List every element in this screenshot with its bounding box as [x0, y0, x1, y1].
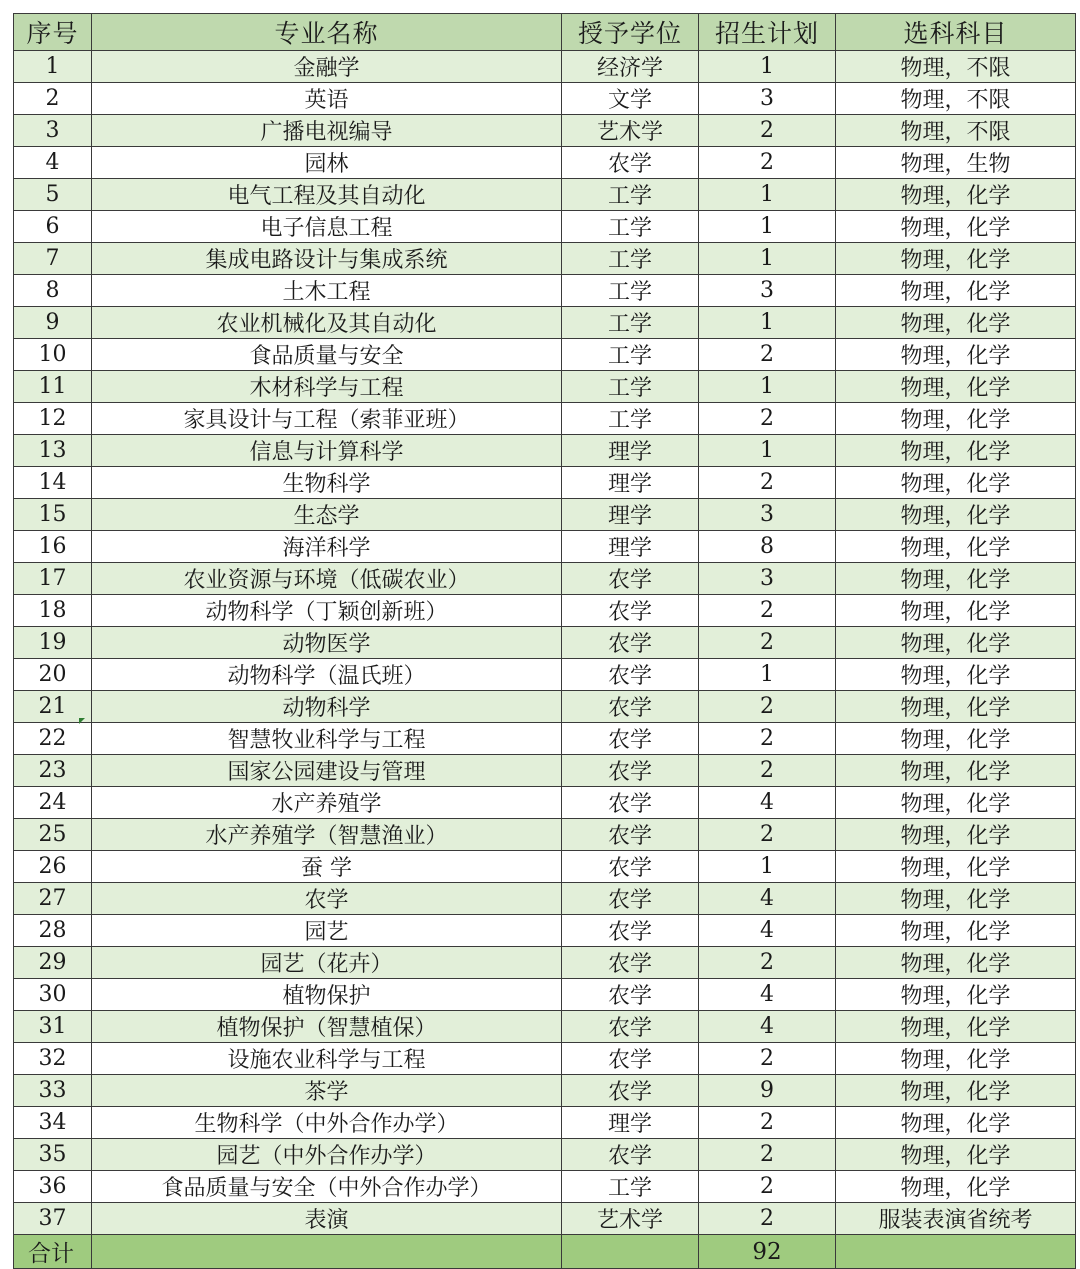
plan-count-cell: 1 — [699, 659, 836, 691]
plan-count-cell: 1 — [699, 211, 836, 243]
subjects-cell: 物理，化学 — [836, 243, 1076, 275]
subjects-cell: 物理，化学 — [836, 851, 1076, 883]
degree-cell: 工学 — [562, 403, 699, 435]
major-name-cell: 植物保护 — [92, 979, 562, 1011]
major-name-cell: 广播电视编导 — [92, 115, 562, 147]
major-name-cell: 土木工程 — [92, 275, 562, 307]
degree-cell: 农学 — [562, 627, 699, 659]
subjects-cell: 物理，化学 — [836, 275, 1076, 307]
subjects-cell: 物理，化学 — [836, 467, 1076, 499]
row-index-cell: 27 — [14, 883, 92, 915]
plan-count-cell: 2 — [699, 1171, 836, 1203]
major-name-cell: 园艺（中外合作办学） — [92, 1139, 562, 1171]
major-name-cell: 金融学 — [92, 51, 562, 83]
table-row — [14, 1075, 1076, 1107]
degree-cell: 农学 — [562, 1043, 699, 1075]
table-body — [14, 51, 1076, 1235]
degree-cell: 农学 — [562, 915, 699, 947]
plan-count-cell: 3 — [699, 563, 836, 595]
major-name-cell: 水产养殖学 — [92, 787, 562, 819]
table-row — [14, 83, 1076, 115]
major-name-cell: 蚕 学 — [92, 851, 562, 883]
row-index-cell: 25 — [14, 819, 92, 851]
table-row — [14, 243, 1076, 275]
row-index-cell: 28 — [14, 915, 92, 947]
major-name-cell: 水产养殖学（智慧渔业） — [92, 819, 562, 851]
plan-count-cell: 2 — [699, 691, 836, 723]
plan-count-cell: 2 — [699, 595, 836, 627]
total-subjects-cell — [836, 1235, 1076, 1269]
row-index-cell: 37 — [14, 1203, 92, 1235]
major-name-cell: 英语 — [92, 83, 562, 115]
subjects-cell: 物理，化学 — [836, 563, 1076, 595]
row-index-cell: 26 — [14, 851, 92, 883]
degree-cell: 工学 — [562, 275, 699, 307]
plan-count-cell: 3 — [699, 83, 836, 115]
degree-cell: 工学 — [562, 1171, 699, 1203]
plan-count-cell: 2 — [699, 947, 836, 979]
row-index-cell: 8 — [14, 275, 92, 307]
degree-cell: 农学 — [562, 659, 699, 691]
degree-cell: 农学 — [562, 563, 699, 595]
subjects-cell: 物理，化学 — [836, 531, 1076, 563]
row-index-cell: 20 — [14, 659, 92, 691]
degree-cell: 农学 — [562, 883, 699, 915]
subjects-cell: 物理，化学 — [836, 499, 1076, 531]
major-name-cell: 农学 — [92, 883, 562, 915]
table-row — [14, 403, 1076, 435]
major-name-cell: 食品质量与安全（中外合作办学） — [92, 1171, 562, 1203]
table-row — [14, 115, 1076, 147]
degree-cell: 农学 — [562, 851, 699, 883]
subjects-cell: 物理，化学 — [836, 819, 1076, 851]
cell-corner-marker — [79, 718, 85, 724]
header-row — [14, 14, 1076, 51]
table-row — [14, 1043, 1076, 1075]
subjects-cell: 物理，化学 — [836, 211, 1076, 243]
major-name-cell: 动物科学 — [92, 691, 562, 723]
subjects-cell: 物理，化学 — [836, 435, 1076, 467]
row-index-cell: 14 — [14, 467, 92, 499]
degree-cell: 农学 — [562, 787, 699, 819]
enrollment-plan-table — [13, 13, 1076, 1269]
major-name-cell: 园艺（花卉） — [92, 947, 562, 979]
plan-count-cell: 1 — [699, 51, 836, 83]
plan-count-cell: 2 — [699, 115, 836, 147]
row-index-cell: 23 — [14, 755, 92, 787]
subjects-cell: 物理，化学 — [836, 1043, 1076, 1075]
table-row — [14, 563, 1076, 595]
total-plan-value: 92 — [699, 1235, 836, 1269]
row-index-cell: 32 — [14, 1043, 92, 1075]
degree-cell: 工学 — [562, 179, 699, 211]
major-name-cell: 农业资源与环境（低碳农业） — [92, 563, 562, 595]
row-index-cell: 35 — [14, 1139, 92, 1171]
subjects-cell: 物理，化学 — [836, 339, 1076, 371]
table-row — [14, 467, 1076, 499]
table-row — [14, 1171, 1076, 1203]
plan-count-cell: 1 — [699, 243, 836, 275]
table-row — [14, 819, 1076, 851]
row-index-cell: 34 — [14, 1107, 92, 1139]
major-name-cell: 信息与计算科学 — [92, 435, 562, 467]
major-name-cell: 电子信息工程 — [92, 211, 562, 243]
row-index-cell: 29 — [14, 947, 92, 979]
table-footer — [14, 1235, 1076, 1269]
major-name-cell: 生态学 — [92, 499, 562, 531]
degree-cell: 农学 — [562, 755, 699, 787]
total-row — [14, 1235, 1076, 1269]
table-row — [14, 1107, 1076, 1139]
subjects-cell: 物理，化学 — [836, 979, 1076, 1011]
subjects-cell: 物理，化学 — [836, 1075, 1076, 1107]
subjects-cell: 服装表演省统考 — [836, 1203, 1076, 1235]
major-name-cell: 农业机械化及其自动化 — [92, 307, 562, 339]
table-row — [14, 1011, 1076, 1043]
degree-cell: 艺术学 — [562, 1203, 699, 1235]
plan-count-cell: 2 — [699, 403, 836, 435]
plan-count-cell: 4 — [699, 787, 836, 819]
plan-count-cell: 4 — [699, 915, 836, 947]
table-header — [14, 14, 1076, 51]
row-index-cell: 2 — [14, 83, 92, 115]
row-index-cell: 36 — [14, 1171, 92, 1203]
subjects-cell: 物理，化学 — [836, 659, 1076, 691]
row-index-cell: 10 — [14, 339, 92, 371]
major-name-cell: 木材科学与工程 — [92, 371, 562, 403]
subjects-cell: 物理，化学 — [836, 723, 1076, 755]
table-row — [14, 307, 1076, 339]
major-name-cell: 生物科学 — [92, 467, 562, 499]
table-row — [14, 179, 1076, 211]
row-index-cell: 13 — [14, 435, 92, 467]
table-row — [14, 371, 1076, 403]
major-name-cell: 动物科学（温氏班） — [92, 659, 562, 691]
degree-cell: 农学 — [562, 723, 699, 755]
column-header-index: 序号 — [14, 14, 92, 51]
plan-count-cell: 4 — [699, 979, 836, 1011]
plan-count-cell: 4 — [699, 1011, 836, 1043]
plan-count-cell: 2 — [699, 1139, 836, 1171]
major-name-cell: 食品质量与安全 — [92, 339, 562, 371]
subjects-cell: 物理，化学 — [836, 1107, 1076, 1139]
plan-count-cell: 2 — [699, 467, 836, 499]
table-row — [14, 211, 1076, 243]
table-row — [14, 627, 1076, 659]
plan-count-cell: 1 — [699, 851, 836, 883]
major-name-cell: 植物保护（智慧植保） — [92, 1011, 562, 1043]
enrollment-plan-sheet — [13, 13, 1075, 1269]
degree-cell: 工学 — [562, 211, 699, 243]
subjects-cell: 物理，化学 — [836, 179, 1076, 211]
column-header-required-subjects: 选科科目 — [836, 14, 1076, 51]
table-row — [14, 787, 1076, 819]
row-index-cell: 30 — [14, 979, 92, 1011]
major-name-cell: 茶学 — [92, 1075, 562, 1107]
table-row — [14, 499, 1076, 531]
row-index-cell: 19 — [14, 627, 92, 659]
subjects-cell: 物理，化学 — [836, 1139, 1076, 1171]
subjects-cell: 物理，化学 — [836, 403, 1076, 435]
plan-count-cell: 1 — [699, 371, 836, 403]
major-name-cell: 智慧牧业科学与工程 — [92, 723, 562, 755]
row-index-cell: 3 — [14, 115, 92, 147]
subjects-cell: 物理，化学 — [836, 787, 1076, 819]
plan-count-cell: 1 — [699, 179, 836, 211]
degree-cell: 农学 — [562, 819, 699, 851]
major-name-cell: 国家公园建设与管理 — [92, 755, 562, 787]
plan-count-cell: 2 — [699, 755, 836, 787]
row-index-cell: 5 — [14, 179, 92, 211]
row-index-cell: 12 — [14, 403, 92, 435]
plan-count-cell: 3 — [699, 499, 836, 531]
major-name-cell: 设施农业科学与工程 — [92, 1043, 562, 1075]
subjects-cell: 物理，化学 — [836, 595, 1076, 627]
degree-cell: 工学 — [562, 307, 699, 339]
degree-cell: 理学 — [562, 435, 699, 467]
row-index-cell: 22 — [14, 723, 92, 755]
degree-cell: 工学 — [562, 243, 699, 275]
degree-cell: 农学 — [562, 1075, 699, 1107]
table-row — [14, 723, 1076, 755]
subjects-cell: 物理，化学 — [836, 307, 1076, 339]
subjects-cell: 物理，不限 — [836, 115, 1076, 147]
row-index-cell: 31 — [14, 1011, 92, 1043]
subjects-cell: 物理，化学 — [836, 883, 1076, 915]
plan-count-cell: 2 — [699, 627, 836, 659]
row-index-cell: 1 — [14, 51, 92, 83]
major-name-cell: 园林 — [92, 147, 562, 179]
degree-cell: 农学 — [562, 979, 699, 1011]
row-index-cell: 24 — [14, 787, 92, 819]
subjects-cell: 物理，化学 — [836, 371, 1076, 403]
table-row — [14, 691, 1076, 723]
table-row — [14, 339, 1076, 371]
degree-cell: 农学 — [562, 691, 699, 723]
subjects-cell: 物理，生物 — [836, 147, 1076, 179]
subjects-cell: 物理，化学 — [836, 947, 1076, 979]
table-row — [14, 659, 1076, 691]
major-name-cell: 集成电路设计与集成系统 — [92, 243, 562, 275]
total-degree-cell — [562, 1235, 699, 1269]
row-index-cell: 18 — [14, 595, 92, 627]
subjects-cell: 物理，化学 — [836, 915, 1076, 947]
degree-cell: 文学 — [562, 83, 699, 115]
row-index-cell: 6 — [14, 211, 92, 243]
degree-cell: 理学 — [562, 467, 699, 499]
degree-cell: 工学 — [562, 339, 699, 371]
row-index-cell: 16 — [14, 531, 92, 563]
table-row — [14, 275, 1076, 307]
plan-count-cell: 2 — [699, 147, 836, 179]
degree-cell: 农学 — [562, 595, 699, 627]
subjects-cell: 物理，化学 — [836, 1171, 1076, 1203]
degree-cell: 理学 — [562, 531, 699, 563]
table-row — [14, 947, 1076, 979]
row-index-cell: 9 — [14, 307, 92, 339]
table-row — [14, 851, 1076, 883]
plan-count-cell: 1 — [699, 307, 836, 339]
plan-count-cell: 2 — [699, 1203, 836, 1235]
table-row — [14, 1203, 1076, 1235]
row-index-cell: 4 — [14, 147, 92, 179]
subjects-cell: 物理，化学 — [836, 755, 1076, 787]
column-header-major-name: 专业名称 — [92, 14, 562, 51]
degree-cell: 理学 — [562, 1107, 699, 1139]
plan-count-cell: 2 — [699, 1107, 836, 1139]
major-name-cell: 表演 — [92, 1203, 562, 1235]
table-row — [14, 755, 1076, 787]
subjects-cell: 物理，化学 — [836, 627, 1076, 659]
degree-cell: 理学 — [562, 499, 699, 531]
plan-count-cell: 4 — [699, 883, 836, 915]
table-row — [14, 979, 1076, 1011]
major-name-cell: 生物科学（中外合作办学） — [92, 1107, 562, 1139]
degree-cell: 农学 — [562, 947, 699, 979]
row-index-cell: 21 — [14, 691, 92, 723]
table-row — [14, 883, 1076, 915]
subjects-cell: 物理，化学 — [836, 1011, 1076, 1043]
plan-count-cell: 2 — [699, 1043, 836, 1075]
column-header-degree: 授予学位 — [562, 14, 699, 51]
row-index-cell: 7 — [14, 243, 92, 275]
subjects-cell: 物理，化学 — [836, 691, 1076, 723]
plan-count-cell: 9 — [699, 1075, 836, 1107]
major-name-cell: 园艺 — [92, 915, 562, 947]
row-index-cell: 33 — [14, 1075, 92, 1107]
major-name-cell: 海洋科学 — [92, 531, 562, 563]
total-label: 合计 — [14, 1235, 92, 1269]
degree-cell: 农学 — [562, 1011, 699, 1043]
major-name-cell: 家具设计与工程（索菲亚班） — [92, 403, 562, 435]
row-index-cell: 11 — [14, 371, 92, 403]
plan-count-cell: 2 — [699, 339, 836, 371]
degree-cell: 农学 — [562, 1139, 699, 1171]
table-row — [14, 1139, 1076, 1171]
table-row — [14, 435, 1076, 467]
table-row — [14, 51, 1076, 83]
degree-cell: 工学 — [562, 371, 699, 403]
row-index-cell: 15 — [14, 499, 92, 531]
plan-count-cell: 3 — [699, 275, 836, 307]
plan-count-cell: 2 — [699, 819, 836, 851]
subjects-cell: 物理，不限 — [836, 51, 1076, 83]
major-name-cell: 动物医学 — [92, 627, 562, 659]
total-major-name-cell — [92, 1235, 562, 1269]
degree-cell: 农学 — [562, 147, 699, 179]
subjects-cell: 物理，不限 — [836, 83, 1076, 115]
plan-count-cell: 1 — [699, 435, 836, 467]
row-index-cell: 17 — [14, 563, 92, 595]
degree-cell: 艺术学 — [562, 115, 699, 147]
table-row — [14, 147, 1076, 179]
plan-count-cell: 8 — [699, 531, 836, 563]
major-name-cell: 电气工程及其自动化 — [92, 179, 562, 211]
table-row — [14, 531, 1076, 563]
degree-cell: 经济学 — [562, 51, 699, 83]
plan-count-cell: 2 — [699, 723, 836, 755]
major-name-cell: 动物科学（丁颖创新班） — [92, 595, 562, 627]
column-header-enrollment-plan: 招生计划 — [699, 14, 836, 51]
table-row — [14, 915, 1076, 947]
table-row — [14, 595, 1076, 627]
